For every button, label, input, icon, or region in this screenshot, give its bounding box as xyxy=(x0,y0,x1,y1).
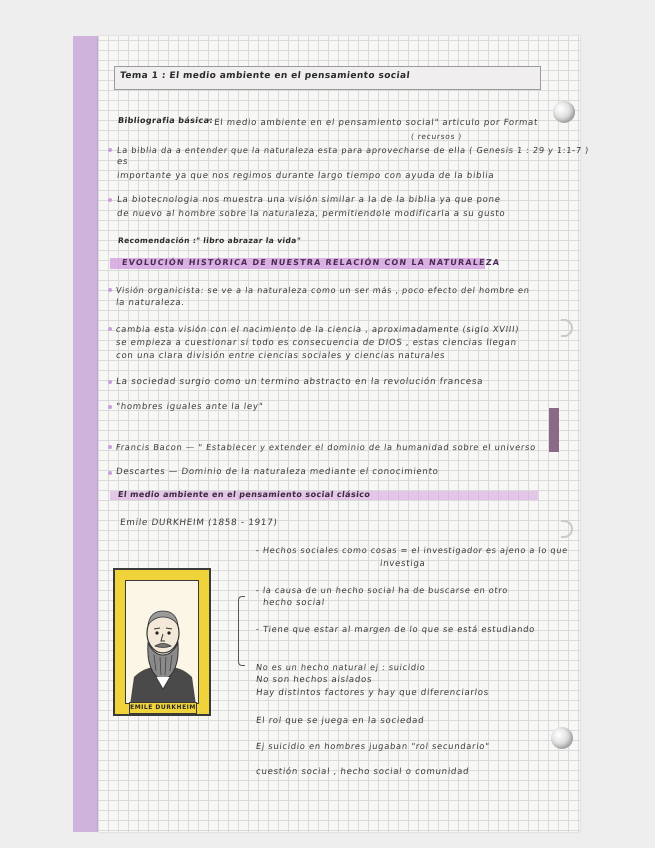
section-heading-evolucion: EVOLUCIÓN HISTÓRICA DE NUESTRA RELACIÓN CON LA NATURALEZA xyxy=(121,258,501,267)
bullet-dot xyxy=(108,327,112,331)
margen-line: - Tiene que estar al margen de lo que se está estudiando xyxy=(255,624,536,634)
sociedad-line: La sociedad surgio como un termino abstracto en la revolución francesa xyxy=(115,377,484,387)
bullet-dot xyxy=(108,405,112,409)
biblia-line-2: es xyxy=(116,157,129,167)
bullet-dot xyxy=(108,471,112,475)
hechos-line-2: investiga xyxy=(379,559,426,569)
biotec-line-1: La biotecnologia nos muestra una visión similar a la de la biblia ya que pone xyxy=(116,195,502,205)
biblia-line-1: La biblia da a entender que la naturaleza esta para aprovecharse de ella ( Genesis 1 : 29 y 1:1-7 ) xyxy=(116,145,590,155)
no-natural-line: No es un hecho natural ej : suicidio xyxy=(255,662,427,672)
portrait-nameplate: EMILE DURKHEIM xyxy=(129,702,197,714)
biotec-line-2: de nuevo al hombre sobre la naturaleza, permitiendole modificarla a su gusto xyxy=(116,209,506,219)
bullet-dot xyxy=(108,198,112,202)
bullet-dot xyxy=(108,148,112,152)
durkheim-heading: Emile DURKHEIM (1858 - 1917) xyxy=(119,518,279,528)
biblia-line-3: importante ya que nos regimos durante largo tiempo con ayuda de la biblia xyxy=(116,171,495,181)
ciencia-line-2: se empieza a cuestionar si todo es consecuencia de DIOS , estas ciencias llegan xyxy=(115,338,518,348)
bullet-dot xyxy=(108,380,112,384)
biblio-label: Bibliografia básica: xyxy=(117,116,214,125)
ciencia-line-1: cambia esta visión con el nacimiento de la ciencia , aproximadamente (siglo XVIII) xyxy=(115,324,520,334)
page-tab-marker xyxy=(549,408,559,452)
ciencia-line-3: con una clara división entre ciencias sociales y ciencias naturales xyxy=(115,351,446,361)
bracket-mark xyxy=(238,596,245,666)
durkheim-portrait-frame xyxy=(113,568,211,716)
hechos-line-1: - Hechos sociales como cosas = el investigador es ajeno a lo que xyxy=(255,545,569,555)
bullet-dot xyxy=(108,288,112,292)
portrait-drawing xyxy=(126,581,199,704)
suicidio-line: Ej suicidio en hombres jugaban "rol secundario" xyxy=(255,741,491,751)
descartes-line: Descartes — Dominio de la naturaleza mediante el conocimiento xyxy=(115,467,440,477)
factores-line: Hay distintos factores y hay que diferenciarlos xyxy=(255,688,490,698)
causa-line-1: - la causa de un hecho social ha de buscarse en otro xyxy=(255,585,509,595)
causa-line-2: hecho social xyxy=(262,598,326,608)
recomendacion-text: " libro abrazar la vida" xyxy=(195,236,302,245)
notebook-margin-strip xyxy=(73,36,98,832)
bacon-line: Francis Bacon — " Establecer y extender el dominio de la humanidad sobre el universo xyxy=(115,442,537,452)
organicista-line-1: Visión organicista: se ve a la naturaleza como un ser más , poco efecto del hombre en xyxy=(115,285,531,295)
cuestion-social-line: cuestión social , hecho social o comunidad xyxy=(255,767,470,777)
biblio-text: " El medio ambiente en el pensamiento social" articulo por Format xyxy=(205,118,539,128)
section-heading-clasico: El medio ambiente en el pensamiento social clásico xyxy=(117,490,371,499)
rol-line: El rol que se juega en la sociedad xyxy=(255,716,425,726)
biblio-note: ( recursos ) xyxy=(410,132,463,141)
organicista-line-2: la naturaleza. xyxy=(115,298,186,308)
durkheim-portrait xyxy=(125,580,199,704)
binder-hole xyxy=(551,727,573,749)
recomendacion-label: Recomendación : xyxy=(117,236,197,245)
bullet-dot xyxy=(108,445,112,449)
hombres-iguales-line: "hombres iguales ante la ley" xyxy=(115,402,264,412)
page-title: Tema 1 : El medio ambiente en el pensamiento social xyxy=(119,71,411,81)
binder-hole xyxy=(553,101,575,123)
no-aislados-line: No son hechos aislados xyxy=(255,675,373,685)
